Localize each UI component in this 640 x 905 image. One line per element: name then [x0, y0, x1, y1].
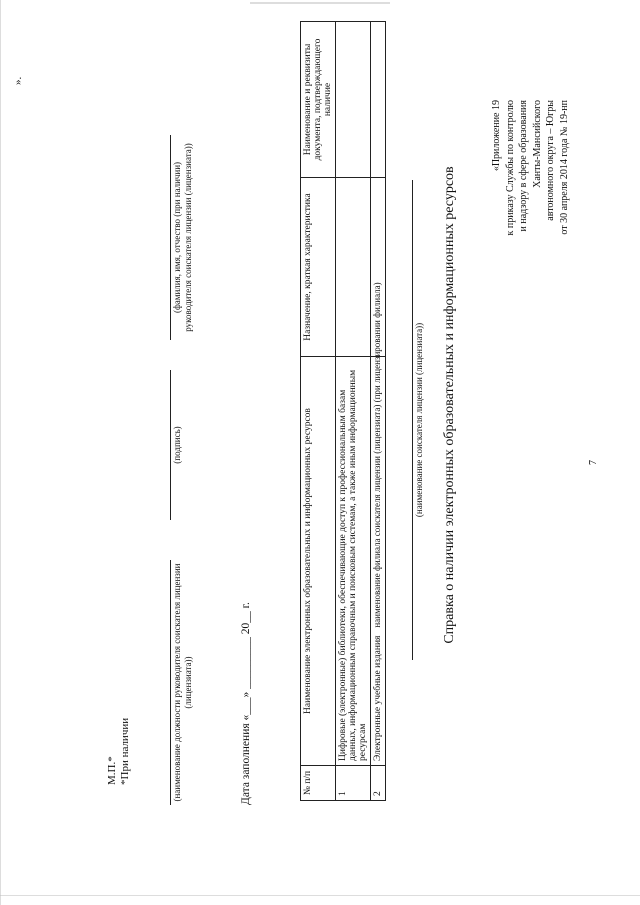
position-line [170, 560, 171, 805]
header-document: Наименование и реквизиты документа, подтверждающего наличие [301, 22, 336, 178]
appendix-line: к приказу Службы по контролю [504, 100, 516, 236]
scan-edge-left [0, 0, 1, 905]
position-hint: (наименование должности руководителя соискателя лицензии (лицензиата)) [172, 563, 193, 802]
full-name-hint: (фамилия, имя, отчество (при наличии) руководителя соискателя лицензии (лицензиата)) [172, 143, 193, 332]
signature-hint: (подпись) [172, 426, 182, 464]
row-name: Цифровые (электронные) библиотеки, обеспечивающие доступ к профессиональным базам данных, информационным справочным и поисковым системам, а также иным информационным ресурсам [336, 357, 371, 766]
row-document [336, 22, 371, 178]
resources-table [300, 21, 386, 801]
scan-noise [250, 2, 390, 4]
full-name-line [170, 135, 171, 340]
header-number: № п/п [301, 766, 336, 801]
row-document [371, 22, 386, 178]
document-title: Справка о наличии электронных образовательных и информационных ресурсов [442, 166, 457, 644]
signature-line [170, 370, 171, 520]
appendix-line: от 30 апреля 2014 года № 19-нп [558, 100, 570, 235]
licensee-line [412, 180, 413, 660]
header-purpose: Назначение, краткая характеристика [301, 178, 336, 357]
header-name: Наименование электронных образовательных и информационных ресурсов [301, 357, 336, 766]
row-purpose [371, 178, 386, 357]
row-number: 2 [371, 766, 386, 801]
branch-hint: наименование филиала соискателя лицензии (лицензиата) (при лицензировании филиала) [372, 282, 382, 628]
row-number: 1 [336, 766, 371, 801]
row-name: Электронные учебные издания [371, 357, 386, 766]
fill-date: Дата заполнения «___» _________ 20__ г. [240, 602, 252, 805]
table-row [336, 22, 371, 801]
appendix-line: автономного округа – Югры [545, 100, 556, 221]
appendix-line: и надзору в сфере образования [518, 100, 529, 232]
appendix-block [490, 100, 571, 330]
scan-edge-bottom [0, 895, 640, 896]
appendix-line: «Приложение 19 [491, 100, 502, 172]
row-purpose [336, 178, 371, 357]
licensee-hint: (наименование соискателя лицензии (лицензиата)) [414, 322, 424, 518]
table-row [371, 22, 386, 801]
appendix-line: Ханты-Мансийского [531, 100, 543, 188]
stamp-mark: М.П.* [106, 756, 118, 785]
footnote: *При наличии [119, 717, 131, 785]
page-number: 7 [588, 460, 599, 465]
table-header-row [301, 22, 336, 801]
stamp-block [106, 718, 132, 785]
closing-quote: ». [12, 76, 24, 85]
